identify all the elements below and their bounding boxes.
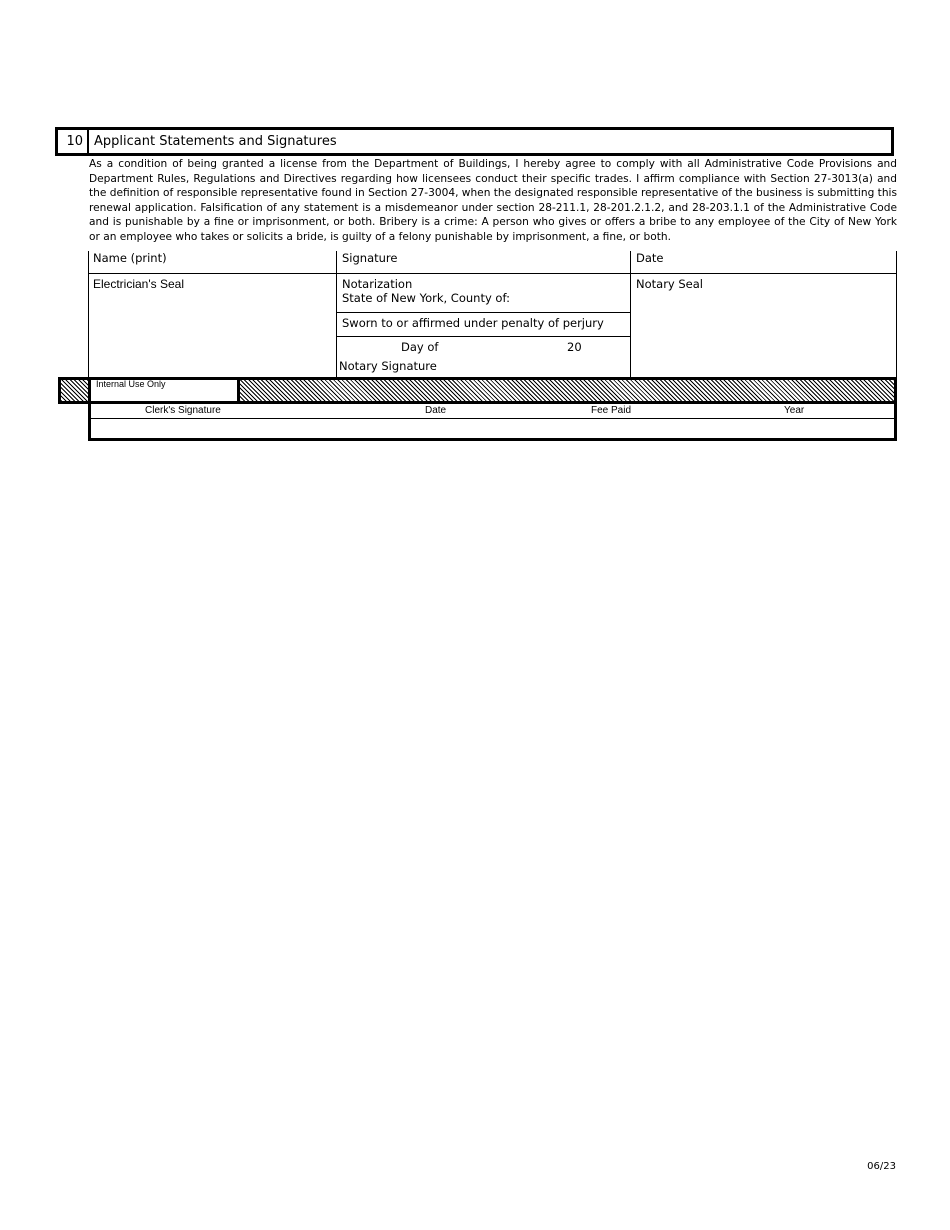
name-print-field[interactable]: Name (print) — [93, 251, 167, 265]
internal-use-label: Internal Use Only — [96, 379, 166, 389]
year-field[interactable]: Year — [784, 405, 805, 416]
hatched-tab — [58, 377, 90, 404]
form-revision-code: 06/23 — [867, 1161, 896, 1172]
year-prefix: 20 — [567, 340, 582, 354]
applicant-statement: As a condition of being granted a license from the Department of Buildings, I hereby agree to comply with all Administrative Code Provisions and Department Rules, Regulations and Directives regarding how licensees conduct their specific trades. I affirm compliance with Section 27-3013(a) and the definition of responsible representative found in Section 27-3004, when the designated responsible representative of the business is submitting this renewal application. Falsification of any statement is a misdemeanor under section 28-211.1, 28-201.2.1.2, and 28-203.1.1 of the Administrative Code and is punishable by a fine or imprisonment, or both. Bribery is a crime: A person who gives or offers a bribe to any employee of the City of New York or an employee who takes or solicits a bride, is guilty of a felony punishable by imprisonment, a fine, or both. — [89, 158, 897, 243]
section-header — [55, 127, 894, 156]
county-field[interactable]: State of New York, County of: — [342, 291, 510, 305]
fee-paid-field[interactable]: Fee Paid — [591, 405, 632, 416]
notary-signature-field[interactable]: Notary Signature — [339, 359, 437, 373]
signature-field[interactable]: Signature — [342, 251, 398, 265]
date-field[interactable]: Date — [636, 251, 664, 265]
sworn-statement: Sworn to or affirmed under penalty of perjury — [342, 316, 604, 330]
clerks-signature-field[interactable]: Clerk's Signature — [145, 405, 221, 416]
day-of-field[interactable]: Day of — [401, 340, 439, 354]
internal-date-field[interactable]: Date — [425, 405, 447, 416]
notary-seal-field[interactable]: Notary Seal — [636, 277, 704, 291]
internal-use-label-box — [91, 380, 240, 401]
electricians-seal-field[interactable]: Electrician's Seal — [93, 277, 184, 291]
notarization-label: Notarization — [342, 277, 413, 291]
section-number: 10 — [58, 130, 89, 153]
section-title: Applicant Statements and Signatures — [94, 134, 337, 149]
